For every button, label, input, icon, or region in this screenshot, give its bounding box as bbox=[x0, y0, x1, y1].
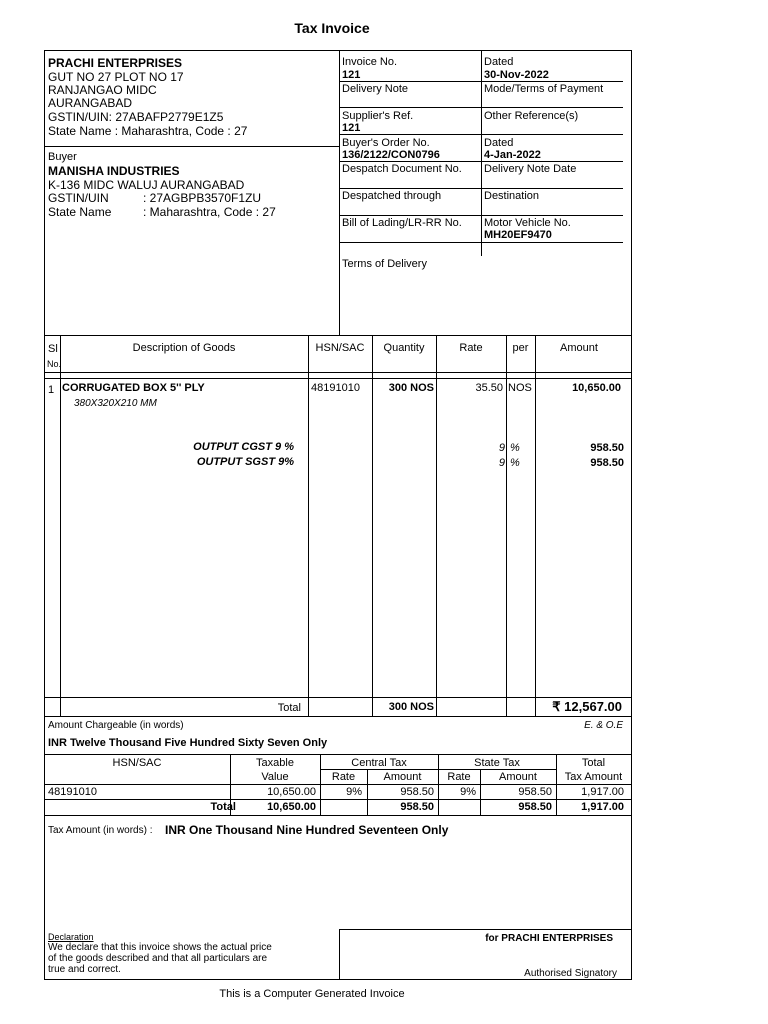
declaration-line-1: We declare that this invoice shows the actual price bbox=[48, 942, 272, 953]
order-dated-value: 4-Jan-2022 bbox=[484, 149, 541, 161]
total-label: Total bbox=[277, 702, 301, 714]
suppliers-ref-value: 121 bbox=[342, 122, 361, 134]
state-tax-header: State Tax bbox=[474, 757, 520, 769]
tax-row-crate: 9% bbox=[346, 786, 362, 798]
buyer-state-value: : Maharashtra, Code : 27 bbox=[143, 205, 276, 219]
fields-row-6 bbox=[339, 215, 623, 216]
fields-row-7 bbox=[339, 242, 623, 243]
total-quantity: 300 NOS bbox=[388, 701, 434, 713]
item-amount: 10,650.00 bbox=[572, 382, 621, 394]
frame-top bbox=[44, 50, 632, 51]
tax-row-camount: 958.50 bbox=[400, 786, 434, 798]
buyers-order-label: Buyer's Order No. bbox=[342, 137, 430, 149]
fields-row-1 bbox=[339, 81, 623, 82]
fields-row-3 bbox=[339, 134, 623, 135]
col-sl bbox=[60, 335, 61, 716]
seller-gstin: GSTIN/UIN: 27ABAFP2779E1Z5 bbox=[48, 110, 224, 124]
tax-table-row-bottom bbox=[44, 799, 632, 800]
tax-words-label: Tax Amount (in words) : bbox=[48, 825, 153, 836]
item-quantity: 300 NOS bbox=[388, 382, 434, 394]
destination-label: Destination bbox=[484, 190, 540, 202]
seller-name: PRACHI ENTERPRISES bbox=[48, 56, 183, 70]
suppliers-ref-label: Supplier's Ref. bbox=[342, 110, 414, 122]
dated-value: 30-Nov-2022 bbox=[484, 69, 549, 81]
tax-total-camount: 958.50 bbox=[400, 801, 434, 813]
cgst-rate: 9 bbox=[498, 442, 505, 454]
header-description: Description of Goods bbox=[132, 342, 236, 354]
seller-address-1: GUT NO 27 PLOT NO 17 bbox=[48, 70, 184, 84]
tax-words-value: INR One Thousand Nine Hundred Seventeen Only bbox=[165, 823, 449, 837]
delivery-note-label: Delivery Note bbox=[342, 83, 409, 95]
taxable-header-1: Taxable bbox=[256, 757, 294, 769]
cgst-per: % bbox=[510, 442, 520, 454]
signature-box-top bbox=[339, 929, 632, 930]
items-header-top bbox=[44, 335, 632, 336]
tax-table-top bbox=[44, 754, 632, 755]
tax-hsn-header: HSN/SAC bbox=[112, 757, 162, 769]
central-rate-header: Rate bbox=[331, 771, 356, 783]
invoice-no-label: Invoice No. bbox=[342, 56, 398, 68]
item-per: NOS bbox=[508, 382, 532, 394]
tax-row-total: 1,917.00 bbox=[581, 786, 624, 798]
seller-address-3: AURANGABAD bbox=[48, 96, 133, 110]
buyer-state-label: State Name bbox=[48, 205, 112, 219]
frame-bottom bbox=[44, 979, 632, 980]
tax-table-bottom bbox=[44, 815, 632, 816]
items-body-top bbox=[44, 378, 632, 379]
item-description: CORRUGATED BOX 5'' PLY bbox=[62, 382, 205, 394]
buyer-address: K-136 MIDC WALUJ AURANGABAD bbox=[48, 178, 245, 192]
terms-of-delivery-label: Terms of Delivery bbox=[342, 258, 427, 270]
buyer-label: Buyer bbox=[48, 151, 77, 163]
seller-buyer-divider bbox=[44, 146, 339, 147]
fields-row-5 bbox=[339, 188, 623, 189]
sgst-amount: 958.50 bbox=[590, 457, 624, 469]
amount-words-value: INR Twelve Thousand Five Hundred Sixty Seven Only bbox=[48, 737, 328, 749]
page-title: Tax Invoice bbox=[294, 20, 370, 36]
header-quantity: Quantity bbox=[383, 342, 425, 354]
tax-row-taxable: 10,650.00 bbox=[267, 786, 316, 798]
central-tax-header: Central Tax bbox=[351, 757, 407, 769]
eoe-label: E. & O.E bbox=[584, 720, 623, 731]
bill-of-lading-label: Bill of Lading/LR-RR No. bbox=[342, 217, 462, 229]
total-amount: ₹ 12,567.00 bbox=[552, 699, 622, 714]
item-hsn: 48191010 bbox=[311, 382, 360, 394]
header-amount: Amount bbox=[560, 342, 598, 354]
tax-table-header-bottom bbox=[44, 784, 632, 785]
mode-terms-label: Mode/Terms of Payment bbox=[484, 83, 604, 95]
fields-row-2 bbox=[339, 107, 623, 108]
tax-total-taxable: 10,650.00 bbox=[267, 801, 316, 813]
delivery-note-date-label: Delivery Note Date bbox=[484, 163, 577, 175]
tax-row-hsn: 48191010 bbox=[48, 786, 97, 798]
item-detail: 380X320X210 MM bbox=[74, 398, 157, 409]
header-hsn: HSN/SAC bbox=[315, 342, 365, 354]
despatched-through-label: Despatched through bbox=[342, 190, 442, 202]
state-amount-header: Amount bbox=[499, 771, 537, 783]
taxable-header-2: Value bbox=[261, 771, 289, 783]
sgst-rate: 9 bbox=[498, 457, 505, 469]
tax-row-srate: 9% bbox=[460, 786, 476, 798]
seller-state: State Name : Maharashtra, Code : 27 bbox=[48, 124, 248, 138]
total-tax-header-2: Tax Amount bbox=[564, 771, 623, 783]
buyer-gstin-value: : 27AGBPB3570F1ZU bbox=[143, 191, 262, 205]
tax-row-samount: 958.50 bbox=[518, 786, 552, 798]
tax-total-total: 1,917.00 bbox=[581, 801, 624, 813]
for-company: for PRACHI ENTERPRISES bbox=[485, 933, 613, 944]
cgst-amount: 958.50 bbox=[590, 442, 624, 454]
motor-vehicle-value: MH20EF9470 bbox=[484, 229, 552, 241]
sgst-per: % bbox=[510, 457, 520, 469]
central-amount-header: Amount bbox=[383, 771, 422, 783]
amount-words-label: Amount Chargeable (in words) bbox=[48, 720, 184, 731]
declaration-line-3: true and correct. bbox=[48, 964, 121, 975]
frame-right bbox=[631, 50, 632, 980]
cgst-label: OUTPUT CGST 9 % bbox=[193, 441, 294, 453]
header-no: No. bbox=[47, 359, 62, 369]
despatch-doc-label: Despatch Document No. bbox=[342, 163, 462, 175]
footer-note: This is a Computer Generated Invoice bbox=[219, 988, 405, 1000]
header-per: per bbox=[512, 342, 529, 354]
order-dated-label: Dated bbox=[484, 137, 514, 149]
item-sl: 1 bbox=[48, 384, 55, 396]
header-rate: Rate bbox=[459, 342, 483, 354]
seller-address-2: RANJANGAO MIDC bbox=[48, 83, 157, 97]
authorised-signatory: Authorised Signatory bbox=[524, 968, 617, 979]
tax-total-samount: 958.50 bbox=[518, 801, 552, 813]
invoice-no-value: 121 bbox=[342, 69, 361, 81]
header-divider bbox=[339, 50, 340, 335]
buyer-gstin-label: GSTIN/UIN bbox=[48, 191, 109, 205]
other-ref-label: Other Reference(s) bbox=[484, 110, 579, 122]
item-rate: 35.50 bbox=[475, 382, 503, 394]
items-total-bottom bbox=[44, 716, 632, 717]
state-rate-header: Rate bbox=[447, 771, 471, 783]
sgst-label: OUTPUT SGST 9% bbox=[196, 456, 294, 468]
header-sl: Sl bbox=[48, 343, 58, 355]
fields-row-4 bbox=[339, 161, 623, 162]
declaration-title: Declaration bbox=[48, 932, 94, 942]
col-rate bbox=[506, 335, 507, 716]
col-description bbox=[308, 335, 309, 716]
frame-left bbox=[44, 50, 45, 980]
motor-vehicle-label: Motor Vehicle No. bbox=[484, 217, 571, 229]
buyers-order-value: 136/2122/CON0796 bbox=[342, 149, 440, 161]
items-body-bottom bbox=[44, 697, 632, 698]
tax-total-label: Total bbox=[210, 801, 236, 813]
dated-label: Dated bbox=[484, 56, 514, 68]
declaration-line-2: of the goods described and that all particulars are bbox=[48, 953, 268, 964]
buyer-name: MANISHA INDUSTRIES bbox=[48, 164, 180, 178]
total-tax-header-1: Total bbox=[581, 757, 606, 769]
items-header-bottom bbox=[44, 372, 632, 373]
